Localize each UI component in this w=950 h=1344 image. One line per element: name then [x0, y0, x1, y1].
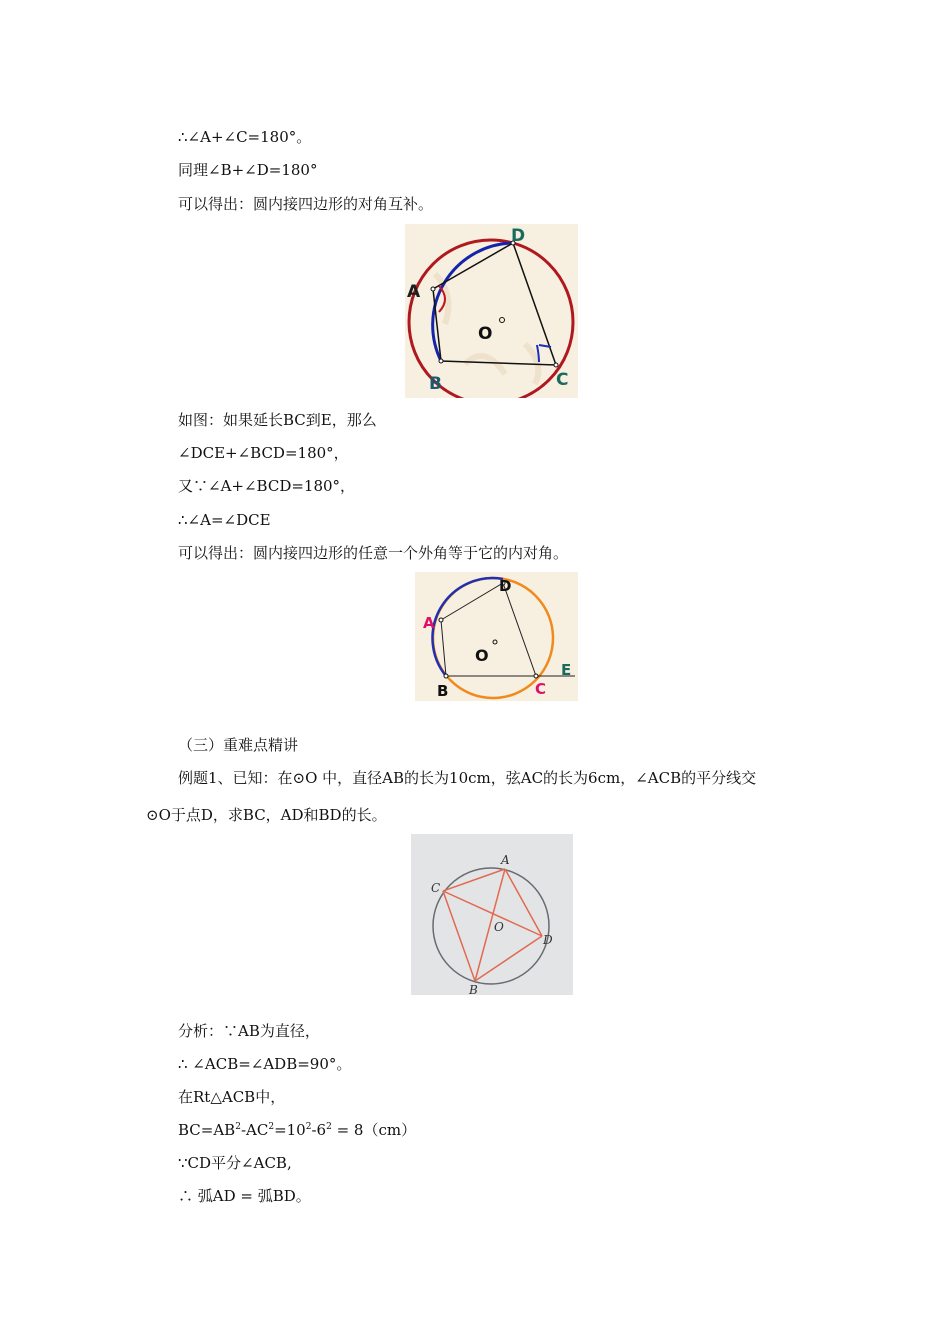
formula-part-a: BC=AB	[178, 1121, 236, 1139]
fig2-label-d: D	[499, 577, 512, 595]
text-line-12: 分析：∵AB为直径，	[178, 1022, 320, 1040]
fig2-label-b: B	[437, 682, 449, 700]
fig1-label-c: C	[556, 370, 569, 390]
fig3-label-a: A	[501, 853, 510, 867]
text-line-11: ⊙O于点D，求BC，AD和BD的长。	[146, 806, 387, 824]
text-line-2: 同理∠B+∠D=180°	[178, 161, 318, 179]
text-line-15	[178, 1120, 416, 1140]
fig3-label-d: D	[543, 933, 553, 947]
text-line-16: ∵CD平分∠ACB,	[178, 1154, 292, 1172]
formula-sup-4: 2	[326, 1122, 332, 1132]
formula-sup-2: 2	[268, 1122, 275, 1132]
fig1-label-d: D	[511, 226, 526, 246]
formula-part-c: =10	[274, 1121, 306, 1139]
text-line-5: ∠DCE+∠BCD=180°，	[178, 444, 349, 462]
section-heading: （三）重难点精讲	[178, 736, 299, 754]
figure-cyclic-quadrilateral-2	[415, 572, 578, 701]
fig2-label-c: C	[535, 680, 547, 698]
text-line-17: ∴ 弧AD = 弧BD。	[178, 1187, 311, 1205]
fig2-label-a: A	[423, 614, 435, 632]
fig2-label-o: O	[475, 646, 489, 665]
fig1-label-o: O	[478, 324, 493, 344]
fig2-label-e: E	[561, 661, 572, 679]
fig3-label-o: O	[494, 920, 504, 934]
fig1-label-b: B	[429, 374, 442, 394]
text-line-10: 例题1、已知：在⊙O 中，直径AB的长为10cm，弦AC的长为6cm，∠ACB的平分线交	[178, 769, 757, 787]
figure-cyclic-quadrilateral-1	[405, 224, 578, 398]
fig1-label-a: A	[407, 282, 421, 302]
formula-part-d: -6	[311, 1121, 327, 1139]
fig3-label-b: B	[469, 983, 478, 995]
text-line-8: 可以得出：圆内接四边形的任意一个外角等于它的内对角。	[178, 544, 569, 562]
text-line-7: ∴∠A=∠DCE	[178, 511, 271, 529]
text-line-6: 又∵∠A+∠BCD=180°，	[178, 477, 356, 495]
text-line-3: 可以得出：圆内接四边形的对角互补。	[178, 195, 434, 213]
formula-sup-1: 2	[235, 1122, 241, 1132]
formula-part-b: -AC	[240, 1121, 269, 1139]
text-line-14: 在Rt△ACB中，	[178, 1088, 286, 1106]
text-line-1: ∴∠A+∠C=180°。	[178, 128, 312, 146]
text-line-13: ∴ ∠ACB=∠ADB=90°。	[178, 1055, 352, 1073]
formula-sup-3: 2	[305, 1122, 312, 1132]
text-line-4: 如图：如果延长BC到E，那么	[178, 411, 377, 429]
fig3-label-c: C	[431, 881, 441, 895]
figure-circle-diameter	[411, 834, 573, 995]
formula-part-e: = 8（cm）	[331, 1121, 417, 1139]
